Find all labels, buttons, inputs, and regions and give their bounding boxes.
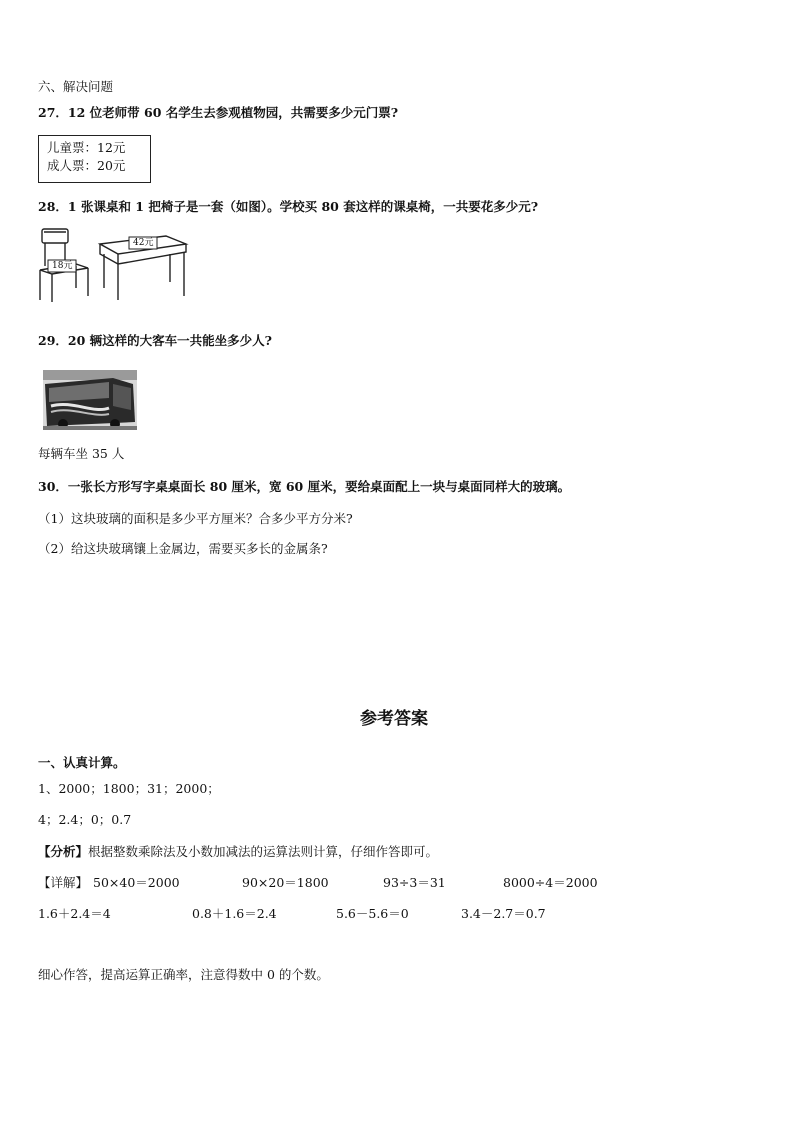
question-28: 28．1 张课桌和 1 把椅子是一套（如图）。学校买 80 套这样的课桌椅，一共要花多少元? (38, 199, 539, 214)
section-heading: 六、解决问题 (38, 79, 114, 94)
desk-price-label: 42元 (133, 238, 154, 248)
question-30-part-1: （1）这块玻璃的面积是多少平方厘米？合多少平方分米? (38, 511, 353, 526)
detail-equation: 1.6＋2.4＝4 (38, 906, 111, 921)
detail-equation: 93÷3＝31 (383, 875, 446, 890)
answer-line-1: 1、2000；1800；31；2000； (38, 781, 220, 796)
question-27: 27．12 位老师带 60 名学生去参观植物园，共需要多少元门票? (38, 105, 399, 120)
adult-ticket-price: 成人票：20元 (47, 158, 126, 173)
detail-equation: 5.6－5.6＝0 (336, 906, 409, 921)
analysis (38, 844, 438, 860)
child-ticket-price: 儿童票：12元 (47, 140, 126, 155)
question-30-part-2: （2）给这块玻璃镶上金属边，需要买多长的金属条? (38, 541, 328, 556)
detail-equation: 50×40＝2000 (93, 875, 180, 890)
analysis-label: 【分析】 (38, 844, 89, 859)
detail-equation: 3.4－2.7＝0.7 (461, 906, 546, 921)
detail-equation: 0.8＋1.6＝2.4 (192, 906, 277, 921)
bus-capacity-caption: 每辆车坐 35 人 (38, 446, 125, 461)
analysis-text: 根据整数乘除法及小数加减法的运算法则计算，仔细作答即可。 (88, 844, 439, 859)
bus-photo (43, 370, 137, 430)
answers-title: 参考答案 (360, 709, 428, 729)
answer-line-2: 4；2.4；0；0.7 (38, 812, 132, 827)
answer-note: 细心作答，提高运算正确率，注意得数中 0 的个数。 (38, 967, 329, 982)
answers-section-1-heading: 一、认真计算。 (38, 755, 126, 770)
detail-equation: 90×20＝1800 (242, 875, 329, 890)
ticket-price-box (38, 135, 151, 183)
question-30: 30．一张长方形写字桌桌面长 80 厘米，宽 60 厘米，要给桌面配上一块与桌面同样大的玻璃。 (38, 479, 571, 494)
question-29: 29．20 辆这样的大客车一共能坐多少人? (38, 333, 272, 348)
detail-equation: 8000÷4＝2000 (503, 875, 598, 890)
detail-label: 【详解】 (38, 875, 89, 890)
chair-price-label: 18元 (52, 261, 73, 271)
